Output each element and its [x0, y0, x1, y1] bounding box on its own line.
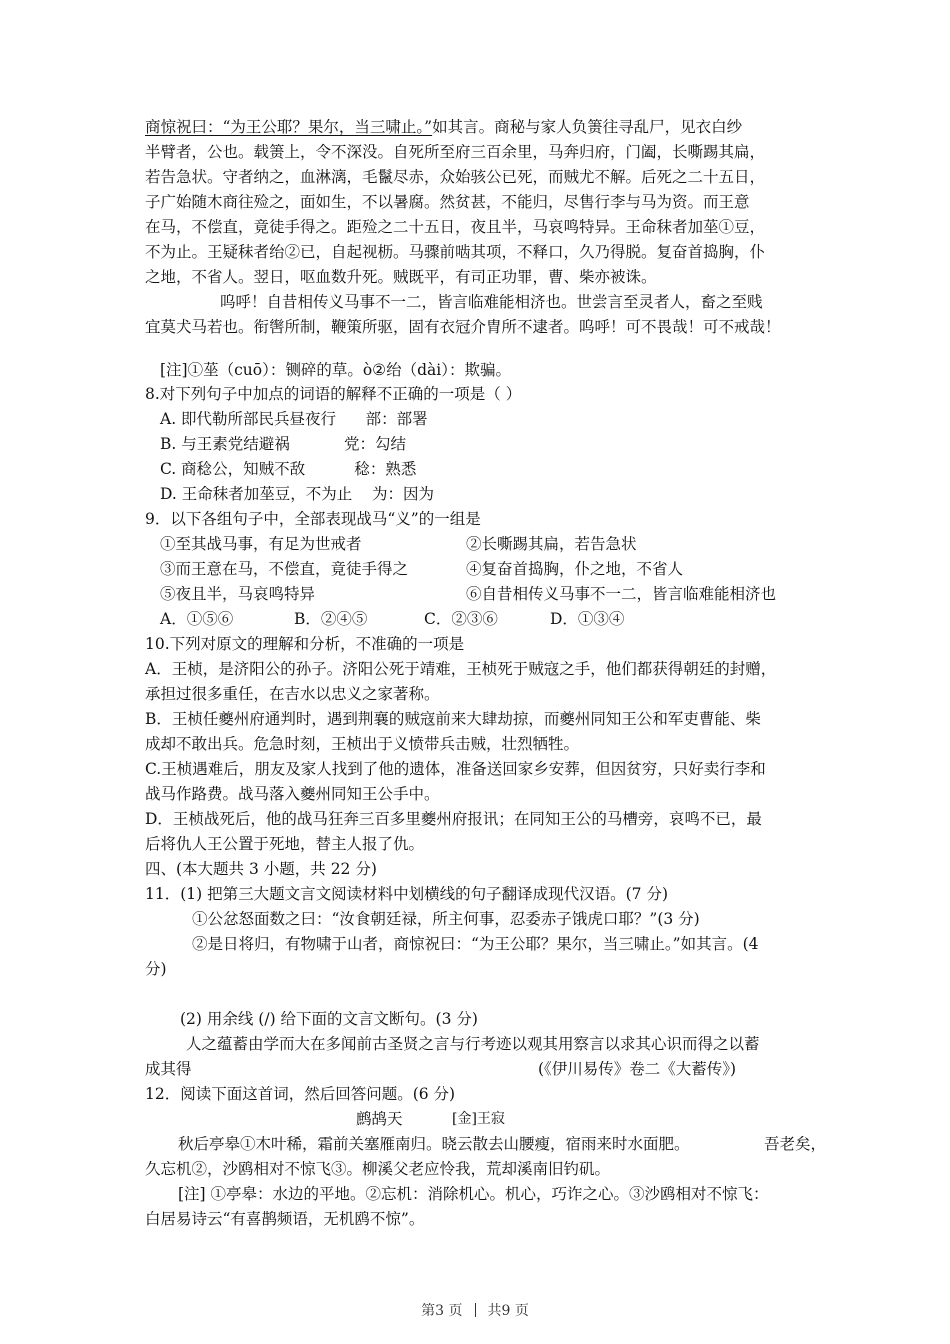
poem-note-cont: 白居易诗云“有喜鹊频语，无机鸥不惊”。	[145, 1210, 425, 1228]
q11-part-2: (2) 用余线 (/) 给下面的文言文断句。(3 分)	[180, 1010, 478, 1028]
question-12-stem: 12．阅读下面这首词，然后回答问题。(6 分)	[145, 1085, 456, 1103]
q10-option-c-cont: 战马作路费。战马落入夔州同知王公手中。	[145, 785, 440, 803]
poem-note: [注] ①亭皋：水边的平地。②忘机：消除机心。机心，巧诈之心。③沙鸥相对不惊飞：	[178, 1185, 769, 1203]
passage-line: 半臂者，公也。载箦上，令不深没。自死所至府三百余里，马奔归府，门阖，长嘶踢其扁，	[145, 143, 766, 161]
q9-sentence: ①至其战马事，有足为世戒者	[160, 535, 362, 553]
q8-option-d: D. 王命秣者加莝豆，不为止 为：因为	[160, 485, 434, 503]
q10-option-c: C.王桢遇难后，朋友及家人找到了他的遗体，准备送回家乡安葬，但因贫穷，只好卖行李和	[145, 760, 766, 778]
underlined-sentence: 商惊祝曰：“为王公耶？果尔，当三啸止。”	[145, 118, 433, 136]
q10-option-b: B．王桢任夔州府通判时，遇到荆襄的贼寇前来大肆劫掠，而夔州同知王公和军吏曹能、柴	[145, 710, 761, 728]
q10-option-a-cont: 承担过很多重任，在吉水以忠义之家著称。	[145, 685, 440, 703]
question-10-stem: 10.下列对原文的理解和分析，不准确的一项是	[145, 635, 465, 653]
poem-line: 秋后亭皋①木叶稀，霜前关塞雁南归。晓云散去山腰瘦，宿雨来时水面肥。	[178, 1135, 690, 1153]
q10-option-d: D．王桢战死后，他的战马狂奔三百多里夔州府报讯；在同知王公的马槽旁，哀鸣不已，最	[145, 810, 762, 828]
q8-option-c: C. 商稔公，知贼不敌 稔：熟悉	[160, 460, 417, 478]
question-11-stem: 11．(1) 把第三大题文言文阅读材料中划横线的句子翻译成现代汉语。(7 分)	[145, 885, 668, 903]
q10-option-d-cont: 后将仇人王公置于死地，替主人报了仇。	[145, 835, 425, 853]
q9-option-b: B．②④⑤	[294, 610, 368, 628]
footer-divider	[475, 1303, 476, 1317]
q9-sentence: ②长嘶踢其扁，若告急状	[466, 535, 637, 553]
q9-sentence: ⑥自昔相传义马事不一二，皆言临难能相济也	[466, 585, 777, 603]
q11-sentence-2: ②是日将归，有物啸于山者，商惊祝曰：“为王公耶？果尔，当三啸止。”如其言。(4	[192, 935, 759, 953]
q10-option-a: A．王桢，是济阳公的孙子。济阳公死于靖难，王桢死于贼寇之手，他们都获得朝廷的封赠，	[145, 660, 777, 678]
q11-sentence-2-cont: 分)	[145, 960, 167, 978]
q11-sentence-1: ①公忿怒面数之曰：“汝食朝廷禄，所主何事，忍委赤子饿虎口耶？”(3 分)	[192, 910, 700, 928]
punctuation-text: 人之蕴蓄由学而大在多闻前古圣贤之言与行考迹以观其用察言以求其心识而得之以蓄	[186, 1035, 760, 1053]
passage-line: 不为止。王疑秣者绐②已，自起视枥。马骤前啮其项，不释口，久乃得脱。复奋首捣胸，仆	[145, 243, 766, 261]
q9-sentence: ③而王意在马，不偿直，竟徒手得之	[160, 560, 409, 578]
passage-line: 宜莫犬马若也。衔辔所制，鞭策所驱，固有衣冠介胄所不逮者。呜呼！可不畏哉！可不戒哉！	[145, 318, 781, 336]
passage-line: 在马，不偿直，竟徒手得之。距殓之二十五日，夜且半，马哀鸣特异。王命秣者加莝①豆，	[145, 218, 766, 236]
page-number: 第3 页	[421, 1303, 463, 1319]
passage-line: 商惊祝曰：“为王公耶？果尔，当三啸止。”如其言。商秘与家人负箦往寻乱尸，见衣白纱	[145, 118, 743, 136]
page-footer	[0, 1300, 950, 1320]
poem-author: [金]王寂	[452, 1111, 505, 1127]
poem-title: 鹧鸪天	[356, 1110, 403, 1128]
q8-option-a: A. 即代勒所部民兵昼夜行 部：部署	[160, 410, 428, 428]
question-8-stem: 8.对下列句子中加点的词语的解释不正确的一项是（ ）	[145, 385, 522, 403]
passage-line: 子广始随木商往殓之，面如生，不以暑腐。然贫甚，不能归，尽售行李与马为资。而王意	[145, 193, 750, 211]
source-citation: (《伊川易传》卷二《大蓄传》)	[538, 1060, 737, 1078]
passage-line: 之地，不省人。翌日，呕血数升死。贼既平，有司正功罪，曹、柴亦被诛。	[145, 268, 657, 286]
q9-sentence: ⑤夜且半，马哀鸣特异	[160, 585, 316, 603]
q9-option-d: D．①③④	[550, 610, 625, 628]
annotation-note: [注]①莝（cuō）：铡碎的草。ò②绐（dài）：欺骗。	[160, 361, 511, 379]
q9-option-c: C．②③⑥	[424, 610, 498, 628]
q9-option-a: A．①⑤⑥	[160, 610, 234, 628]
poem-line: 吾老矣，	[764, 1135, 827, 1153]
q8-option-b: B. 与王素党结避祸 党：勾结	[160, 435, 406, 453]
q9-sentence: ④复奋首捣胸，仆之地，不省人	[466, 560, 684, 578]
section-heading: 四、(本大题共 3 小题，共 22 分)	[145, 860, 377, 878]
passage-line: 若告急状。守者纳之，血淋漓，毛鬣尽赤，众始骇公已死，而贼尤不解。后死之二十五日，	[145, 168, 766, 186]
q10-option-b-cont: 成却不敢出兵。危急时刻，王桢出于义愤带兵击贼，壮烈牺牲。	[145, 735, 580, 753]
punctuation-text-cont: 成其得	[145, 1060, 192, 1078]
question-9-stem: 9．以下各组句子中，全部表现战马“义”的一组是	[145, 510, 481, 528]
poem-line: 久忘机②，沙鸥相对不惊飞③。柳溪父老应怜我，荒却溪南旧钓矶。	[145, 1160, 611, 1178]
passage-line: 呜呼！自昔相传义马事不一二，皆言临难能相济也。世尝言至灵者人，畜之至贱	[220, 293, 763, 311]
page-total: 共9 页	[487, 1303, 529, 1319]
